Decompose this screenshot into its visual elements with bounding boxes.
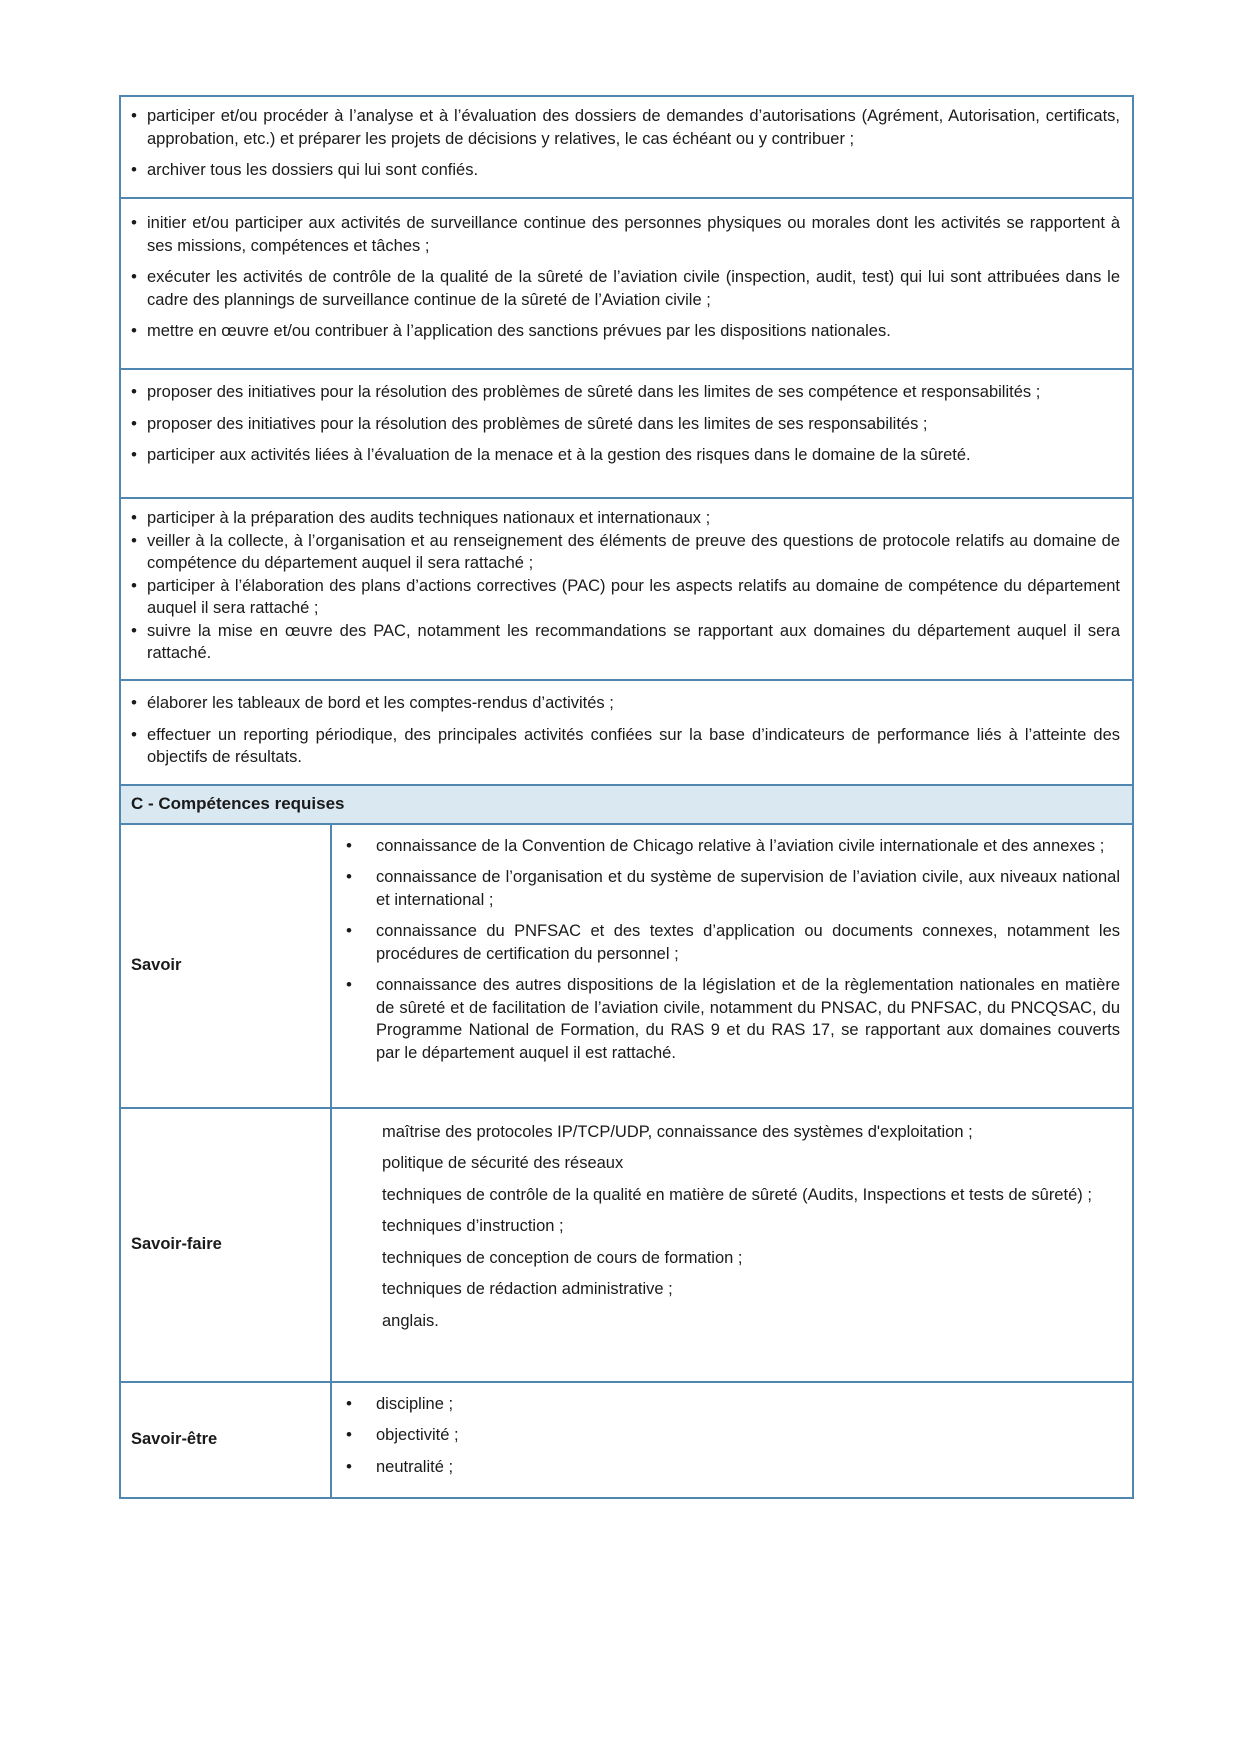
- list-item: • connaissance de l’organisation et du système de supervision de l’aviation civile, aux niveaux national et international ;: [344, 866, 1120, 911]
- document-page: [119, 95, 1132, 1499]
- savoir-label: Savoir: [120, 824, 331, 1108]
- list-item: techniques de rédaction administrative ;: [382, 1280, 673, 1298]
- bullet-list: [131, 692, 1120, 769]
- bullet-list: [131, 507, 1120, 665]
- section-row-1: [120, 96, 1133, 198]
- list-item: • proposer des initiatives pour la résolution des problèmes de sûreté dans les limites de ses responsabilités ;: [131, 413, 1120, 436]
- savoir-faire-row: [120, 1108, 1133, 1382]
- list-item: • proposer des initiatives pour la résolution des problèmes de sûreté dans les limites de ses compétence et responsabilités ;: [131, 381, 1120, 404]
- list-item: • connaissance du PNFSAC et des textes d’application ou documents connexes, notamment les procédures de certification du personnel ;: [344, 920, 1120, 965]
- list-item: maîtrise des protocoles IP/TCP/UDP, connaissance des systèmes d'exploitation ;: [382, 1122, 973, 1141]
- list-item: • objectivité ;: [344, 1424, 1120, 1447]
- savoir-etre-label: Savoir-être: [120, 1382, 331, 1498]
- list-item: • connaissance de la Convention de Chicago relative à l’aviation civile internationale et des annexes ;: [344, 835, 1120, 858]
- savoir-list: [344, 835, 1120, 1065]
- list-item: • participer à l’élaboration des plans d’actions correctives (PAC) pour les aspects relatifs au domaine de compétence du département auquel il sera rattaché ;: [131, 575, 1120, 620]
- list-item: techniques d’instruction ;: [382, 1217, 564, 1235]
- section-row-2: [120, 198, 1133, 369]
- bullet-list: [131, 212, 1120, 343]
- section-row-3: [120, 369, 1133, 498]
- list-item: • suivre la mise en œuvre des PAC, notamment les recommandations se rapportant aux domaines du département auquel il sera rattaché.: [131, 620, 1120, 665]
- competences-heading-row: [120, 785, 1133, 824]
- savoir-row: [120, 824, 1133, 1108]
- savoir-etre-list: [344, 1393, 1120, 1479]
- savoir-faire-list: [344, 1121, 1120, 1333]
- list-item: • initier et/ou participer aux activités de surveillance continue des personnes physiques ou morales dont les activités se rapportent à ses missions, compétences et tâches ;: [131, 212, 1120, 257]
- competences-heading: C - Compétences requises: [120, 785, 1133, 824]
- list-item: techniques de conception de cours de formation ;: [382, 1248, 743, 1267]
- list-item: • élaborer les tableaux de bord et les comptes-rendus d’activités ;: [131, 692, 1120, 715]
- job-description-table: [119, 95, 1134, 1499]
- savoir-etre-row: [120, 1382, 1133, 1498]
- list-item: • exécuter les activités de contrôle de la qualité de la sûreté de l’aviation civile (inspection, audit, test) qui lui sont attribuées dans le cadre des plannings de surveillance continue de la sûreté de l’Aviation civile ;: [131, 266, 1120, 311]
- section-row-5: [120, 680, 1133, 785]
- list-item: • participer et/ou procéder à l’analyse et à l’évaluation des dossiers de demandes d’autorisations (Agrément, Autorisation, certificats, approbation, etc.) et préparer les projets de décisions y relatives, le cas échéant ou y contribuer ;: [131, 105, 1120, 150]
- list-item: • participer à la préparation des audits techniques nationaux et internationaux ;: [131, 507, 1120, 530]
- list-item: • neutralité ;: [344, 1456, 1120, 1479]
- savoir-faire-label: Savoir-faire: [120, 1108, 331, 1382]
- bullet-list: [131, 105, 1120, 182]
- list-item: • mettre en œuvre et/ou contribuer à l’application des sanctions prévues par les dispositions nationales.: [131, 320, 1120, 343]
- list-item: techniques de contrôle de la qualité en matière de sûreté (Audits, Inspections et tests de sûreté) ;: [382, 1185, 1092, 1204]
- list-item: • participer aux activités liées à l’évaluation de la menace et à la gestion des risques dans le domaine de la sûreté.: [131, 444, 1120, 467]
- section-row-4: [120, 498, 1133, 680]
- list-item: • discipline ;: [344, 1393, 1120, 1416]
- list-item: • archiver tous les dossiers qui lui sont confiés.: [131, 159, 1120, 182]
- list-item: • veiller à la collecte, à l’organisation et au renseignement des éléments de preuve des questions de protocole relatifs au domaine de compétence du département auquel il sera rattaché ;: [131, 530, 1120, 575]
- list-item: anglais.: [382, 1311, 439, 1330]
- list-item: • effectuer un reporting périodique, des principales activités confiées sur la base d’indicateurs de performance liés à l’atteinte des objectifs de résultats.: [131, 724, 1120, 769]
- bullet-list: [131, 381, 1120, 467]
- list-item: • connaissance des autres dispositions de la législation et de la règlementation nationales en matière de sûreté et de facilitation de l’aviation civile, notamment du PNSAC, du PNFSAC, du PNCQSAC, du Programme National de Formation, du RAS 9 et du RAS 17, se rapportant aux domaines couverts par le département auquel il est rattaché.: [344, 974, 1120, 1064]
- list-item: politique de sécurité des réseaux: [382, 1154, 624, 1172]
